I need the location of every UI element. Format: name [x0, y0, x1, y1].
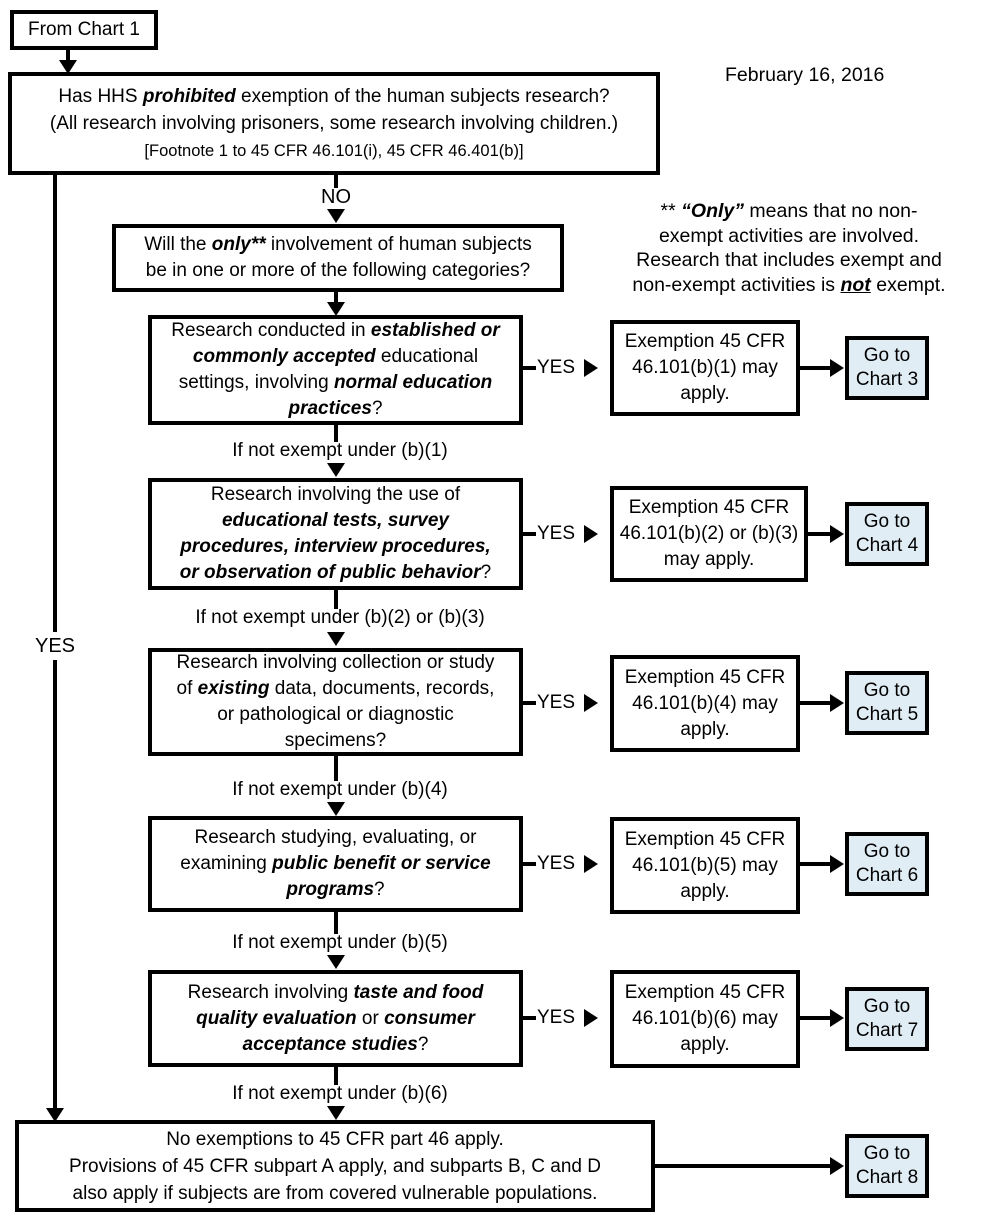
- no-label: NO: [321, 186, 351, 208]
- connector-line: [800, 1016, 831, 1020]
- goto-chart-6-label: Go to Chart 6: [855, 841, 919, 886]
- arrow-down-icon: [327, 302, 345, 316]
- goto-chart-5-button[interactable]: [845, 671, 929, 735]
- question-node-b5-text: Research studying, evaluating, or examining public benefit or service programs?: [180, 827, 491, 900]
- exemption-node-b5: [610, 817, 800, 914]
- connector-line: [523, 701, 536, 705]
- if-not-exempt-label-b2-b3: If not exempt under (b)(2) or (b)(3): [195, 607, 485, 628]
- arrow-down-icon: [327, 802, 345, 816]
- question-node-b2-b3: [148, 478, 523, 590]
- exemption-node-b1: [610, 320, 800, 416]
- arrow-right-icon: [830, 694, 844, 712]
- goto-chart-5-label: Go to Chart 5: [855, 680, 919, 725]
- from-chart-1-node: [10, 10, 158, 50]
- goto-chart-7-label: Go to Chart 7: [855, 996, 919, 1041]
- question-node-b1-text: Research conducted in established or commonly accepted educational settings, involving normal education practices?: [171, 320, 500, 419]
- arrow-right-icon: [584, 1009, 598, 1027]
- exemption-node-b4-text: Exemption 45 CFR 46.101(b)(4) may apply.: [624, 666, 786, 740]
- from-chart-1-label: From Chart 1: [28, 19, 140, 40]
- arrow-down-icon: [327, 1106, 345, 1120]
- arrow-down-icon: [327, 632, 345, 646]
- connector-line: [655, 1164, 831, 1168]
- connector-line: [334, 912, 338, 934]
- goto-chart-6-button[interactable]: [845, 832, 929, 896]
- yes-label: YES: [537, 357, 576, 378]
- connector-line: [334, 756, 338, 781]
- question-node-b6: [148, 970, 523, 1067]
- if-not-exempt-label-b1: If not exempt under (b)(1): [232, 440, 448, 461]
- yes-label: YES: [537, 523, 576, 544]
- yes-label: YES: [537, 1007, 576, 1028]
- final-node-text: No exemptions to 45 CFR part 46 apply. Provisions of 45 CFR subpart A apply, and subparts B, C and D also apply if subjects are from covered vulnerable populations.: [69, 1128, 601, 1204]
- yes-left-label: YES: [26, 632, 84, 660]
- question-node-b6-text: Research involving taste and food quality evaluation or consumer acceptance studies?: [187, 981, 484, 1055]
- goto-chart-3-button[interactable]: [845, 336, 929, 400]
- arrow-right-icon: [584, 855, 598, 873]
- arrow-right-icon: [584, 694, 598, 712]
- goto-chart-4-button[interactable]: [845, 502, 929, 566]
- goto-chart-3-label: Go to Chart 3: [855, 345, 919, 390]
- goto-chart-7-button[interactable]: [845, 987, 929, 1051]
- connector-line: [523, 862, 536, 866]
- connector-line: [523, 532, 536, 536]
- yes-label: YES: [537, 853, 576, 874]
- exemption-node-b6-text: Exemption 45 CFR 46.101(b)(6) may apply.: [624, 982, 786, 1055]
- exemption-node-b1-text: Exemption 45 CFR 46.101(b)(1) may apply.: [624, 331, 786, 404]
- final-node-no-exemptions: [15, 1120, 655, 1212]
- connector-line: [523, 366, 536, 370]
- arrow-right-icon: [830, 855, 844, 873]
- arrow-right-icon: [584, 359, 598, 377]
- question-node-b2-b3-text: Research involving the use of educational tests, survey procedures, interview procedures, or observation of public behavior?: [179, 484, 492, 583]
- if-not-exempt-label-b6: If not exempt under (b)(6): [232, 1083, 448, 1104]
- arrow-right-icon: [830, 525, 844, 543]
- exemption-node-b2-b3-text: Exemption 45 CFR 46.101(b)(2) or (b)(3) may apply.: [619, 497, 799, 570]
- if-not-exempt-label-b4: If not exempt under (b)(4): [232, 779, 448, 800]
- exemption-node-b2-b3: [610, 486, 808, 582]
- arrow-down-icon: [327, 463, 345, 477]
- question-node-only: [112, 224, 564, 292]
- connector-line: [800, 862, 831, 866]
- yes-label: YES: [537, 692, 576, 713]
- only-definition-note: ** “Only” means that no non- exempt activities are involved. Research that includes exempt and non-exempt activities is not exempt.: [632, 200, 946, 296]
- exemption-node-b6: [610, 970, 800, 1068]
- connector-line: [800, 701, 831, 705]
- arrow-right-icon: [830, 1009, 844, 1027]
- arrow-down-icon: [327, 209, 345, 223]
- connector-line: [800, 366, 831, 370]
- question-node-prohibited-text: Has HHS prohibited exemption of the human subjects research? (All research involving prisoners, some research involving children.) [Footnote 1 to 45 CFR 46.101(i), 45 CFR 46.401(b)]: [49, 86, 619, 160]
- connector-line: [523, 1016, 536, 1020]
- connector-line: [808, 532, 831, 536]
- exemption-node-b4: [610, 655, 800, 752]
- question-node-prohibited: [8, 72, 660, 175]
- goto-chart-8-label: Go to Chart 8: [855, 1143, 919, 1188]
- question-node-b4: [148, 648, 523, 756]
- question-node-b5: [148, 816, 523, 912]
- question-node-only-text: Will the only** involvement of human subjects be in one or more of the following categories?: [144, 234, 532, 281]
- arrow-right-icon: [830, 359, 844, 377]
- exemption-node-b5-text: Exemption 45 CFR 46.101(b)(5) may apply.: [624, 828, 786, 902]
- arrow-right-icon: [584, 525, 598, 543]
- arrow-right-icon: [830, 1157, 844, 1175]
- date-label: February 16, 2016: [725, 64, 885, 86]
- goto-chart-8-button[interactable]: [845, 1134, 929, 1198]
- arrow-down-icon: [327, 955, 345, 969]
- question-node-b4-text: Research involving collection or study of existing data, documents, records, or pathological or diagnostic specimens?: [176, 652, 495, 751]
- if-not-exempt-label-b5: If not exempt under (b)(5): [232, 932, 448, 953]
- question-node-b1: [148, 315, 523, 425]
- goto-chart-4-label: Go to Chart 4: [855, 511, 919, 556]
